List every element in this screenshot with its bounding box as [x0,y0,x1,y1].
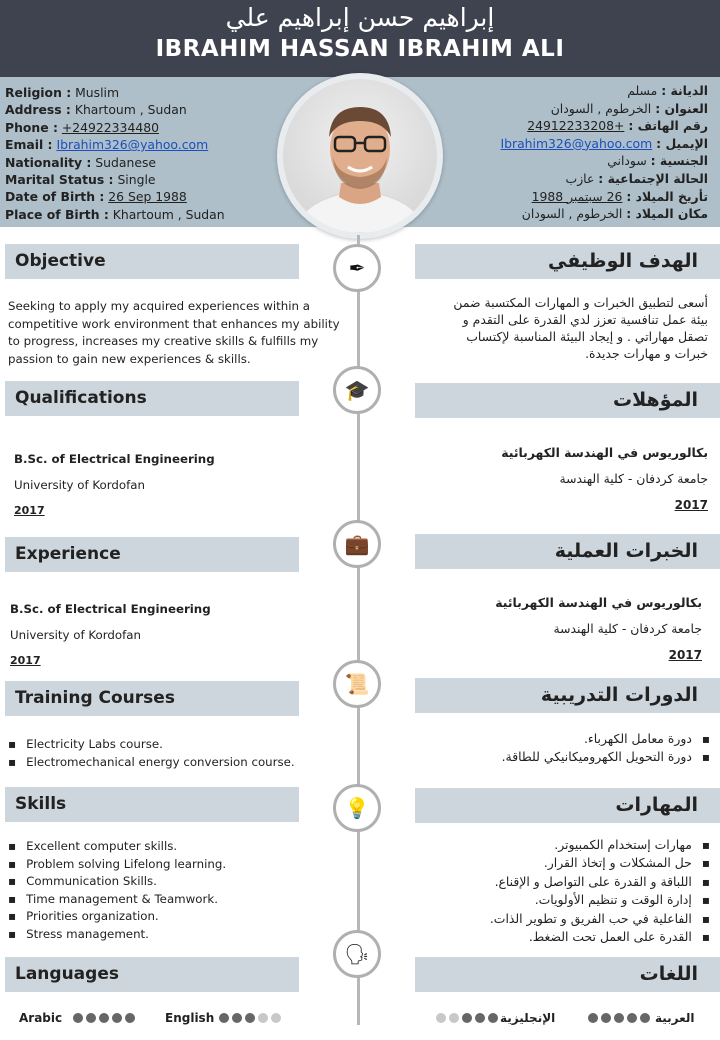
level-dot [125,1013,135,1023]
list-item: ▪ Problem solving Lifelong learning. [8,856,226,874]
nationality-row-ar: الجنسية : سوداني [607,153,708,169]
section-skills-title-ar: المهارات [415,788,720,823]
nationality-row: Nationality : Sudanese [5,154,157,170]
level-dot [86,1013,96,1023]
experience-entry-en: B.Sc. of Electrical Engineering University of Kordofan 2017 [10,602,211,667]
marital-row: Marital Status : Single [5,172,156,188]
section-skills-title: Skills [5,787,299,822]
marital-row-ar: الحالة الإجتماعية : عازب [565,170,708,186]
level-dot [475,1013,485,1023]
section-training-title: Training Courses [5,681,299,716]
level-dot [449,1013,459,1023]
quill-icon: ✒ [333,244,381,292]
section-qualifications-title: Qualifications [5,381,299,416]
timeline-line [357,235,360,1025]
section-training-title-ar: الدورات التدريبية [415,678,720,713]
level-dot [601,1013,611,1023]
personal-info-english [5,84,245,223]
email-link[interactable]: Ibrahim326@yahoo.com [56,137,209,153]
phone-row: Phone : +24922334480 [5,119,159,135]
level-dot [245,1013,255,1023]
profile-photo-frame [277,73,443,239]
list-item: ▪ مهارات إستخدام الكمبيوتر. [490,836,710,854]
experience-entry-ar: بكالوريوس في الهندسة الكهربائية جامعة كردفان - كلية الهندسة 2017 [495,595,702,662]
section-objective-title: Objective [5,244,299,279]
email-row: Email : Ibrahim326@yahoo.com [5,137,209,153]
level-dot [627,1013,637,1023]
speaking-person-icon: 🗣 [333,930,381,978]
phone-link[interactable]: +24922334480 [61,119,159,135]
pob-row: Place of Birth : Khartoum , Sudan [5,206,225,222]
level-dot [219,1013,229,1023]
address-row: Address : Khartoum , Sudan [5,102,187,118]
level-dot [462,1013,472,1023]
level-dot [271,1013,281,1023]
language-arabic-en: Arabic [19,1011,63,1025]
name-english: IBRAHIM HASSAN IBRAHIM ALI [155,36,565,62]
skills-list-en [8,838,226,944]
list-item: ▪ Time management & Teamwork. [8,891,226,909]
section-languages-title: Languages [5,957,299,992]
english-level-en [219,1013,281,1023]
list-item: ▪ Electricity Labs course. [8,736,295,754]
objective-text-ar: أسعى لتطبيق الخبرات و المهارات المكتسبة ضمن بيئة عمل تنافسية تعزز لدي القدرة على التقدم و تصقل مهاراتي . و إيجاد البيئة المناسبة لإكتساب خبرات و مهارات جديدة. [453,295,708,361]
level-dot [112,1013,122,1023]
language-english-en: English [165,1011,215,1025]
list-item: ▪ حل المشكلات و إتخاذ القرار. [490,854,710,872]
list-item: ▪ دورة معامل الكهرباء. [502,730,710,748]
graduation-cap-icon: 🎓 [333,366,381,414]
level-dot [99,1013,109,1023]
language-arabic-ar: العربية [655,1011,695,1025]
level-dot [436,1013,446,1023]
list-item: ▪ الفاعلية في حب الفريق و تطوير الذات. [490,910,710,928]
language-english-ar: الإنجليزية [500,1011,556,1025]
qualification-entry-ar: بكالوريوس في الهندسة الكهربائية جامعة كردفان - كلية الهندسة 2017 [501,445,708,512]
section-experience-title-ar: الخبرات العملية [415,534,720,569]
arabic-level-ar [588,1013,650,1023]
list-item: ▪ اللباقة و القدرة على التواصل و الإقناع. [490,873,710,891]
list-item: ▪ Electromechanical energy conversion course. [8,754,295,772]
list-item: ▪ Excellent computer skills. [8,838,226,856]
level-dot [588,1013,598,1023]
section-qualifications-title-ar: المؤهلات [415,383,720,418]
lightbulb-icon: 💡 [333,784,381,832]
level-dot [488,1013,498,1023]
arabic-level-en [73,1013,135,1023]
phone-link-ar[interactable]: +24912233208 [527,118,625,134]
skills-list-ar [490,836,710,946]
section-languages-title-ar: اللغات [415,957,720,992]
personal-info-arabic [468,82,708,223]
qualification-entry-en: B.Sc. of Electrical Engineering University of Kordofan 2017 [14,452,215,517]
training-list-en [8,736,295,771]
dob-row: Date of Birth : 26 Sep 1988 [5,189,187,205]
level-dot [73,1013,83,1023]
level-dot [258,1013,268,1023]
level-dot [232,1013,242,1023]
avatar [283,79,437,233]
level-dot [614,1013,624,1023]
list-item: ▪ القدرة على العمل تحت الضغط. [490,928,710,946]
list-item: ▪ Stress management. [8,926,226,944]
section-objective-title-ar: الهدف الوظيفي [415,244,720,279]
pob-row-ar: مكان الميلاد : الخرطوم , السودان [521,206,708,222]
briefcase-icon: 💼 [333,520,381,568]
list-item: ▪ إدارة الوقت و تنظيم الأولويات. [490,891,710,909]
level-dot [640,1013,650,1023]
list-item: ▪ Communication Skills. [8,873,226,891]
objective-text-en: Seeking to apply my acquired experiences within a competitive work environment that enhances my ability to progress, increases my creative skills & fulfills my passion to gain new experiences & skills. [8,299,340,366]
training-list-ar [502,730,710,767]
email-link-ar[interactable]: Ibrahim326@yahoo.com [500,135,653,151]
english-level-ar [436,1013,498,1023]
section-experience-title: Experience [5,537,299,572]
email-row-ar: الإيميل : Ibrahim326@yahoo.com [500,135,708,151]
name-arabic: إبراهيم حسن إبراهيم علي [225,3,495,32]
dob-row-ar: تأريخ الميلاد : 26 سبتمبر 1988 [531,188,708,204]
address-row-ar: العنوان : الخرطوم , السودان [550,100,708,116]
list-item: ▪ دورة التحويل الكهروميكانيكي للطاقة. [502,748,710,766]
religion-row: Religion : Muslim [5,85,120,100]
person-photo-icon [283,79,437,233]
header-banner [0,0,720,77]
phone-row-ar: رقم الهاتف : +24912233208 [527,118,708,134]
list-item: ▪ Priorities organization. [8,908,226,926]
religion-row-ar: الديانة : مسلم [627,83,708,98]
certificate-icon: 📜 [333,660,381,708]
